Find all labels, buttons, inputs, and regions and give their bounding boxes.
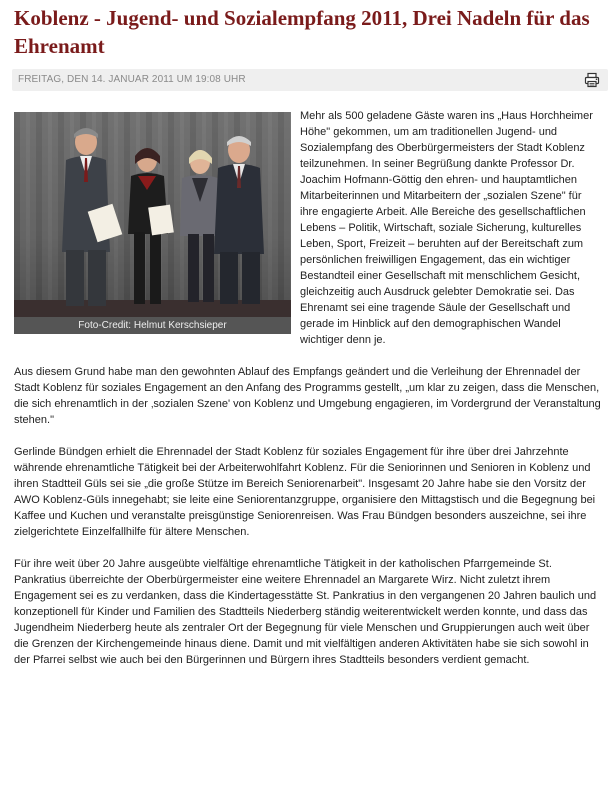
article-paragraph-3: Gerlinde Bündgen erhielt die Ehrennadel der Stadt Koblenz für soziales Engagement für ihre über drei Jahrzehnte währende ehrenamtliche Tätigkeit bei der Arbeiterwohlfahrt Koblenz. Für die Seniorinnen und Senioren in Koblenz und ihren Stadtteil Güls sei sie „die große Stütze im Bereich Seniorenarbeit". Insgesamt 20 Jahre habe sie den Vorsitz der AWO Koblenz-Güls innegehabt; sie leite eine Seniorentanzgruppe, organisiere den Mittagstisch und die Begegnung bei Kaffee und Kuchen und veranstalte preisgünstige Seniorenreisen. Was Frau Bündgen besonders auszeichne, sei ihre zielgerichtete Einzelfallhilfe für ältere Menschen. (14, 446, 596, 538)
article-paragraph-2: Aus diesem Grund habe man den gewohnten Ablauf des Empfangs geändert und die Verleihung der Ehrennadel der Stadt Koblenz für soziales Engagement an den Anfang des Programms gestellt, „um klar zu zeigen, dass die Menschen, die sich ehrenamtlich in der ‚sozialen Szene' von Koblenz und Umgebung engagieren, im Vordergrund der Veranstaltung stehen." (14, 366, 601, 426)
article-paragraph-1: Mehr als 500 geladene Gäste waren ins „Haus Horchheimer Höhe" gekommen, um am traditionellen Jugend- und Sozialempfang des Oberbürgermeisters der Stadt Koblenz teilzunehmen. In seiner Begrüßung dankte Professor Dr. Joachim Hofmann-Göttig den ehren- und hauptamtlichen Mitarbeiterinnen und Mitarbeitern der „sozialen Szene" für ihre engagierte Arbeit. Alle Bereiche des gesellschaftlichen Lebens – Politik, Wirtschaft, soziale Sicherung, kulturelles Leben, Sport, Freizeit – beruhten auf der Bereitschaft zum persönlichen freiwilligen Engagement, das ein wichtiger Bestandteil einer Gesellschaft mit menschlichem Gesicht, gleichzeitig auch Ausdruck gelebter Demokratie sei. Das Ehrenamt sei eine tragende Säule der Gesellschaft und gerade im Hinblick auf den demographischen Wandel wichtiger denn je. (300, 110, 593, 346)
article-figure (14, 112, 291, 334)
publish-date: FREITAG, DEN 14. JANUAR 2011 UM 19:08 UHR (18, 74, 246, 85)
printer-icon[interactable] (584, 72, 600, 88)
photo-caption: Foto-Credit: Helmut Kerschsieper (14, 317, 291, 334)
dateline-bar (12, 69, 608, 91)
article-title: Koblenz - Jugend- und Sozialempfang 2011, Drei Nadeln für das Ehrenamt (14, 6, 590, 58)
article-paragraph-4: Für ihre weit über 20 Jahre ausgeübte vielfältige ehrenamtliche Tätigkeit in der katholischen Pfarrgemeinde St. Pankratius überreichte der Oberbürgermeister eine weitere Ehrennadel an Margarete Wirz. Nicht zuletzt ihrem Engagement sei es zu verdanken, dass die Kindertagesstätte St. Pankratius in den vergangenen 20 Jahren baulich und konzeptionell für Kinder und Familien des Stadtteils Niederberg ständig weiterentwickelt werden konnte, und dass das Jugendheim Niederberg heute als zentraler Ort der Begegnung für viele Menschen und Gruppierungen auch weit über die Grenzen der Kirchengemeinde hinaus diene. Damit und mit vielfältigen anderen Aktivitäten habe sie sich sowohl in der Pfarrei selbst wie auch bei den Bürgerinnen und Bürgern ihres Stadtteils besonders verdient gemacht. (14, 558, 597, 666)
article-body (14, 108, 602, 684)
article-photo (14, 112, 291, 317)
